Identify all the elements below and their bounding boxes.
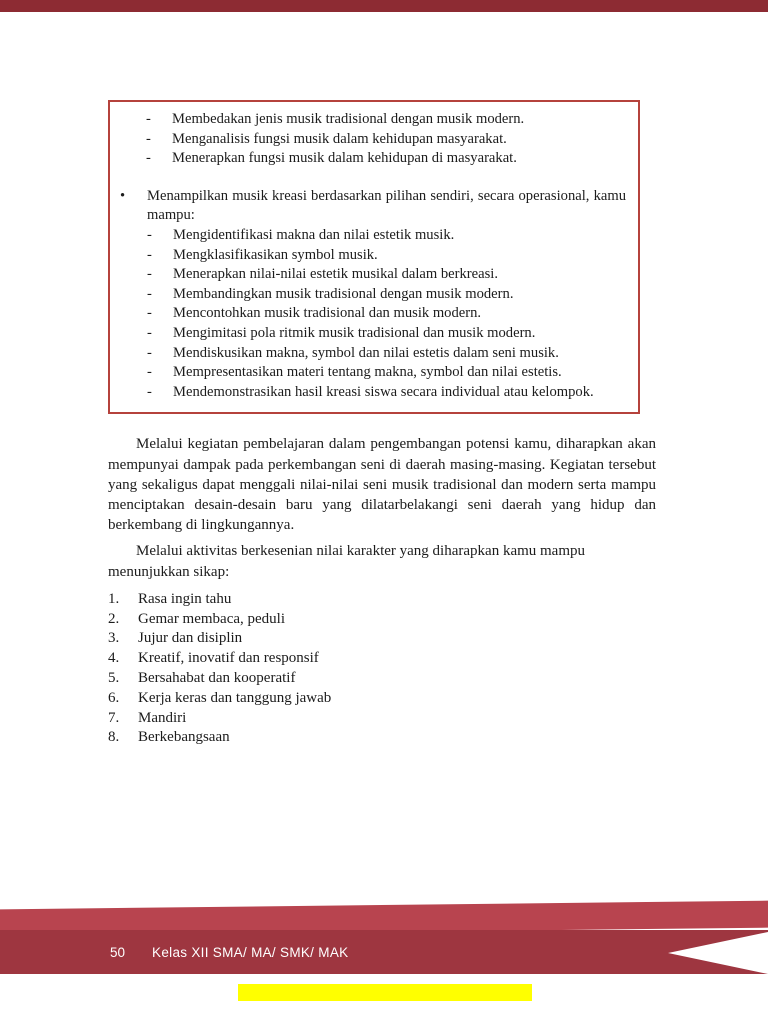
list-item-text: Membandingkan musik tradisional dengan musik modern.	[173, 285, 514, 302]
list-item-text: Bersahabat dan kooperatif	[138, 669, 296, 686]
bullet-block	[120, 187, 626, 403]
bullet-body	[147, 187, 626, 403]
list-item	[108, 610, 656, 630]
list-item	[108, 709, 656, 729]
character-values-list	[108, 590, 656, 748]
hyphen-marker: -	[147, 305, 152, 322]
list-item-text: Mandiri	[138, 709, 187, 726]
paragraph: Melalui aktivitas berkesenian nilai karakter yang diharapkan kamu mampu menunjukkan sikap:	[108, 543, 586, 580]
hyphen-marker: -	[146, 111, 151, 127]
hyphen-marker: -	[146, 130, 151, 147]
hyphen-marker: -	[147, 383, 152, 400]
list-item-text: Menerapkan fungsi musik dalam kehidupan di masyarakat.	[172, 150, 517, 167]
list-item-text: Kreatif, inovatif dan responsif	[138, 650, 319, 667]
list-item-text: Menerapkan nilai-nilai estetik musikal dalam berkreasi.	[173, 266, 499, 283]
list-item-text: Gemar membaca, peduli	[138, 610, 286, 627]
list-item	[147, 304, 626, 324]
list-item-text: Mengimitasi pola ritmik musik tradisional dan musik modern.	[173, 324, 536, 341]
hyphen-marker: -	[147, 226, 152, 243]
list-item	[147, 226, 626, 246]
list-item	[108, 669, 656, 689]
hyphen-marker: -	[147, 324, 152, 341]
list-item	[147, 324, 626, 344]
list-item-text: Mendiskusikan makna, symbol dan nilai estetis dalam seni musik.	[173, 344, 559, 361]
list-number: 6.	[108, 689, 120, 706]
yellow-highlight-bar	[238, 984, 532, 1001]
list-item-text: Menganalisis fungsi musik dalam kehidupan masyarakat.	[172, 130, 507, 147]
hyphen-marker: -	[147, 246, 152, 263]
list-item-text: Rasa ingin tahu	[138, 590, 232, 607]
list-item	[120, 130, 626, 150]
list-number: 5.	[108, 669, 120, 686]
list-item-text: Membedakan jenis musik tradisional dengan musik modern.	[172, 111, 525, 127]
bullet-label: Menampilkan musik kreasi berdasarkan pilihan sendiri, secara operasional, kamu mampu:	[147, 187, 626, 224]
list-item-text: Mengidentifikasi makna dan nilai estetik musik.	[173, 226, 455, 243]
list-number: 1.	[108, 590, 120, 607]
list-item	[147, 363, 626, 383]
list-number: 2.	[108, 610, 120, 627]
list-item	[147, 383, 626, 403]
list-item-text: Kerja keras dan tanggung jawab	[138, 689, 332, 706]
list-number: 3.	[108, 630, 120, 647]
learning-objectives-box	[108, 100, 640, 414]
list-item-text: Mempresentasikan materi tentang makna, symbol dan nilai estetis.	[173, 364, 562, 381]
top-page-bar	[0, 0, 768, 12]
footer-band	[0, 930, 768, 974]
page-content	[108, 100, 658, 748]
list-item	[108, 629, 656, 649]
list-item	[108, 649, 656, 669]
list-item	[147, 344, 626, 364]
list-item	[108, 689, 656, 709]
hyphen-marker: -	[147, 344, 152, 361]
list-item	[147, 265, 626, 285]
page-number: 50	[110, 944, 126, 960]
hyphen-marker: -	[147, 266, 152, 283]
list-item	[108, 728, 656, 748]
hyphen-marker: -	[147, 285, 152, 302]
list-item	[147, 285, 626, 305]
list-item-text: Jujur dan disiplin	[138, 630, 243, 647]
list-item	[108, 590, 656, 610]
list-item-text: Mengklasifikasikan symbol musik.	[173, 246, 378, 263]
paragraph: Melalui kegiatan pembelajaran dalam pengembangan potensi kamu, diharapkan akan mempunyai dampak pada perkembangan seni di daerah masing-masing. Kegiatan tersebut yang sekaligus dapat menggali nilai-nilai seni musik tradisional dan modern serta mampu menciptakan desain-desain baru yang dilatarbelakangi seni daerah yang hidup dan berkembang di lingkungannya.	[108, 436, 656, 534]
list-item	[120, 149, 626, 169]
list-item	[120, 110, 626, 130]
list-item-text: Mencontohkan musik tradisional dan musik modern.	[173, 305, 482, 322]
list-number: 7.	[108, 709, 120, 726]
book-title: Kelas XII SMA/ MA/ SMK/ MAK	[152, 944, 349, 960]
list-number: 4.	[108, 650, 120, 667]
list-number: 8.	[108, 729, 120, 746]
hyphen-marker: -	[146, 150, 151, 167]
hyphen-marker: -	[147, 364, 152, 381]
list-item-text: Mendemonstrasikan hasil kreasi siswa secara individual atau kelompok.	[173, 383, 594, 400]
bullet-marker: •	[120, 187, 126, 204]
list-item-text: Berkebangsaan	[138, 729, 230, 746]
list-item	[147, 246, 626, 266]
